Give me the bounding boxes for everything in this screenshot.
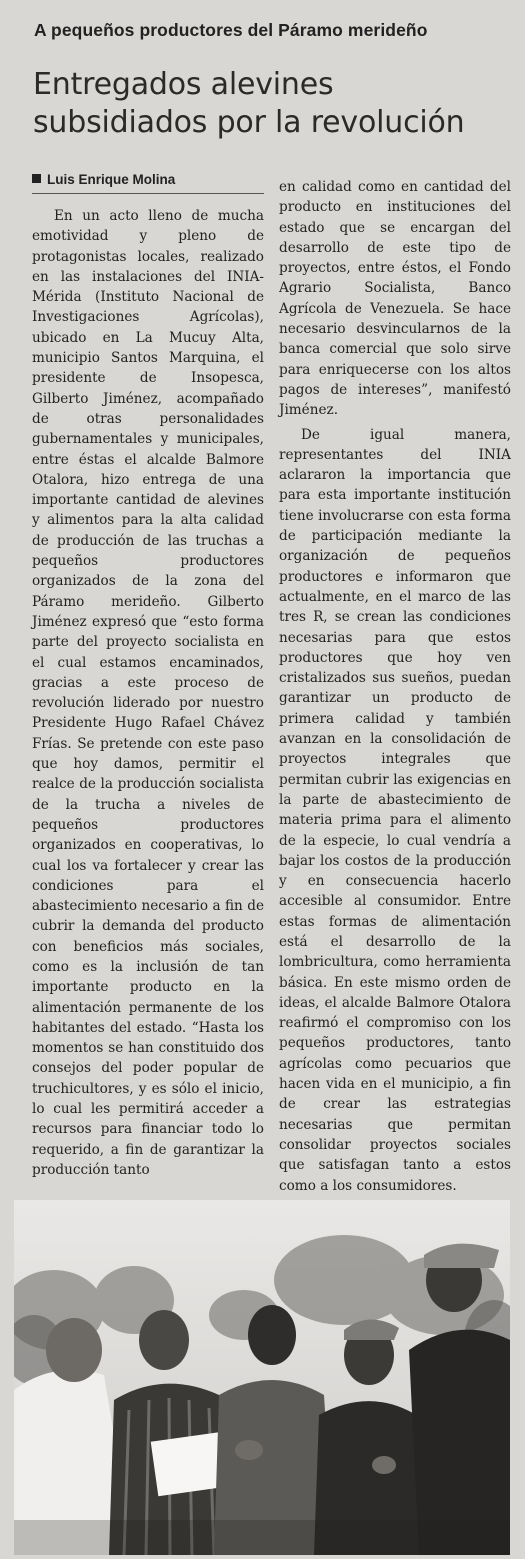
bullet-square-icon <box>32 174 41 183</box>
body-column-2 <box>279 177 511 1196</box>
body-paragraph: En un acto lleno de mucha emotividad y pleno de protagonistas locales, realizado en las instalaciones del INIA-Mérida (Instituto Nacional de Investigaciones Agrícolas), ubicado en La Mucuy Alta, municipio Santos Marquina, el presidente de Insopesca, Gilberto Jiménez, acompañado de otras personalidades gubernamentales y municipales, entre éstas el alcalde Balmore Otalora, hizo entrega de una importante cantidad de alevines y alimentos para la alta calidad de producción de las truchas a pequeños productores organizados de la zona del Páramo merideño. Gilberto Jiménez expresó que “esto forma parte del proyecto socialista en el cual estamos encaminados, gracias a este proceso de revolución liderado por nuestro Presidente Hugo Rafael Chávez Frías. Se pretende con este paso que hoy damos, permitir el realce de la producción socialista de la trucha a niveles de pequeños productores organizados en cooperativas, lo cual los va fortalecer y crear las condiciones para el abastecimiento necesario a fin de cubrir la demanda del producto con beneficios más sociales, como es la inclusión de tan importante producto en la alimentación permanente de los habitantes del estado. “Hasta los momentos se han constituido dos consejos del poder popular de truchicultores, y es sólo el inicio, lo cual les permitirá acceder a recursos para financiar todo lo requerido, a fin de garantizar la producción tanto <box>32 208 264 1178</box>
byline <box>32 172 175 187</box>
body-paragraph: en calidad como en cantidad del producto en instituciones del estado que se encargan del desarrollo de este tipo de proyectos, entre éstos, el Fondo Agrario Socialista, Banco Agrícola de Venezuela. Se hace necesario desvincularnos de la banca comercial que solo sirve para enriquecerse con los altos pagos de intereses”, manifestó Jiménez. <box>279 179 511 419</box>
headline: Entregados alevines subsidiados por la revolución <box>33 67 465 140</box>
byline-rule <box>32 193 264 194</box>
body-column-1 <box>32 206 264 1180</box>
photo-group-of-people <box>14 1200 510 1555</box>
body-paragraph: De igual manera, representantes del INIA aclararon la importancia que para esta importante institución tiene involucrarse con esta forma de participación mediante la organización de pequeños productores e informaron que actualmente, en el marco de las tres R, se crean las condiciones necesarias para que estos productores que hoy ven cristalizados sus sueños, puedan garantizar un producto de primera calidad y también avanzan en la consolidación de proyectos integrales que permitan cubrir las exigencias en la parte de abastecimiento de materia prima para el alimento de la especie, lo cual vendría a bajar los costos de la producción y en consecuencia hacerlo accesible al consumidor. Entre estas formas de alimentación está el desarrollo de la lombricultura, como herramienta básica. En este mismo orden de ideas, el alcalde Balmore Otalora reafirmó el compromiso con los pequeños productores, tanto agrícolas como pecuarios que hacen vida en el municipio, a fin de crear las estrategias necesarias que permitan consolidar proyectos sociales que satisfagan tanto a estos como a los consumidores. <box>279 426 511 1194</box>
news-photo <box>14 1200 510 1555</box>
section-kicker: A pequeños productores del Páramo merideño <box>34 20 428 40</box>
byline-author: Luis Enrique Molina <box>47 172 176 187</box>
